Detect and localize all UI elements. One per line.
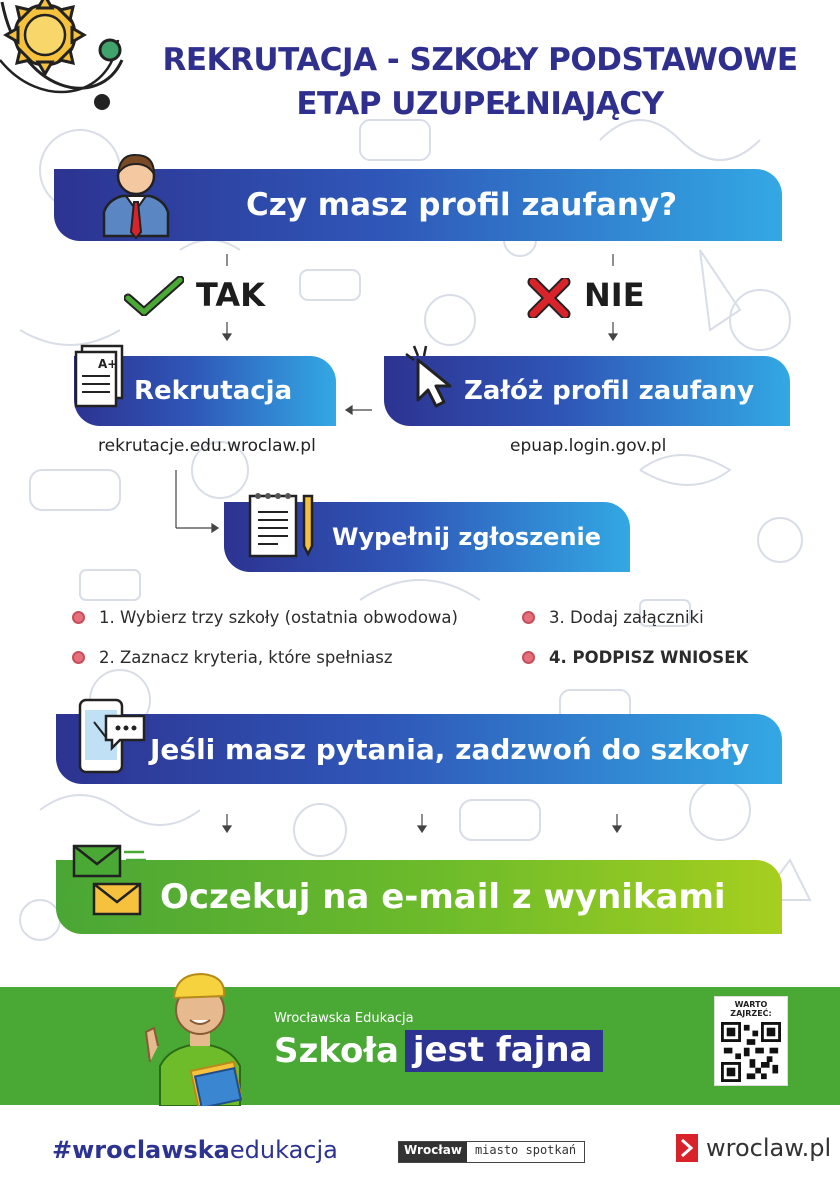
question-label: Czy masz profil zaufany? (246, 187, 678, 223)
list-item: 2. Zaznacz kryteria, które spełniasz (72, 648, 393, 667)
svg-text:A+: A+ (98, 357, 118, 371)
down-arrows (0, 808, 840, 838)
chevron-right-icon (676, 1134, 698, 1162)
document-grade-icon (72, 344, 124, 408)
result-label: Oczekuj na e-mail z wynikami (160, 877, 726, 917)
notepad-pencil-icon (246, 490, 318, 560)
answer-yes: TAK (196, 276, 265, 314)
rekrutacja-url[interactable]: rekrutacje.edu.wroclaw.pl (98, 436, 316, 456)
cursor-click-icon (400, 344, 460, 408)
man-avatar-icon (100, 150, 172, 240)
slogan-part-b: jest fajna (405, 1030, 603, 1072)
rekrutacja-label: Rekrutacja (134, 376, 293, 406)
questions-label: Jeśli masz pytania, zadzwoń do szkoły (150, 732, 750, 766)
bullet-dot-icon (522, 611, 535, 624)
slogan-part-a: Szkoła (274, 1031, 399, 1071)
list-item: 3. Dodaj załączniki (522, 608, 704, 627)
page-title (130, 38, 830, 126)
list-item: 4. PODPISZ WNIOSEK (522, 648, 748, 667)
city-logo-name: Wrocław (399, 1142, 467, 1162)
list-item: 1. Wybierz trzy szkoły (ostatnia obwodowa) (72, 608, 458, 627)
site-link-label: wroclaw.pl (706, 1134, 832, 1162)
qr-code-block[interactable] (714, 996, 788, 1086)
boy-illustration (140, 966, 260, 1106)
footer-brand: Wrocławska Edukacja (274, 1011, 414, 1026)
footer-slogan (274, 1030, 603, 1072)
site-link[interactable] (676, 1134, 831, 1162)
phone-chat-icon (76, 696, 148, 776)
wypelnij-label: Wypełnij zgłoszenie (332, 523, 602, 551)
result-band (56, 860, 782, 934)
hashtag: #wroclawskaedukacja (52, 1136, 338, 1164)
bullet-dot-icon (72, 611, 85, 624)
qr-label: WARTO ZAJRZEĆ: (730, 1000, 772, 1018)
sun-planet-icon (0, 0, 125, 115)
bullet-dot-icon (72, 651, 85, 664)
cross-icon (527, 278, 571, 318)
title-line-1: REKRUTACJA - SZKOŁY PODSTAWOWE (162, 42, 798, 78)
answer-no: NIE (584, 276, 645, 314)
envelopes-icon (64, 842, 150, 920)
checkmark-icon (124, 276, 184, 316)
questions-band (56, 714, 782, 784)
city-logo-tagline: miasto spotkań (474, 1143, 577, 1157)
city-logo (398, 1141, 585, 1163)
bullet-dot-icon (522, 651, 535, 664)
qr-code-icon (721, 1022, 781, 1082)
profil-label: Załóż profil zaufany (464, 376, 755, 406)
title-line-2: ETAP UZUPEŁNIAJĄCY (296, 86, 664, 122)
profil-url[interactable]: epuap.login.gov.pl (510, 436, 667, 456)
